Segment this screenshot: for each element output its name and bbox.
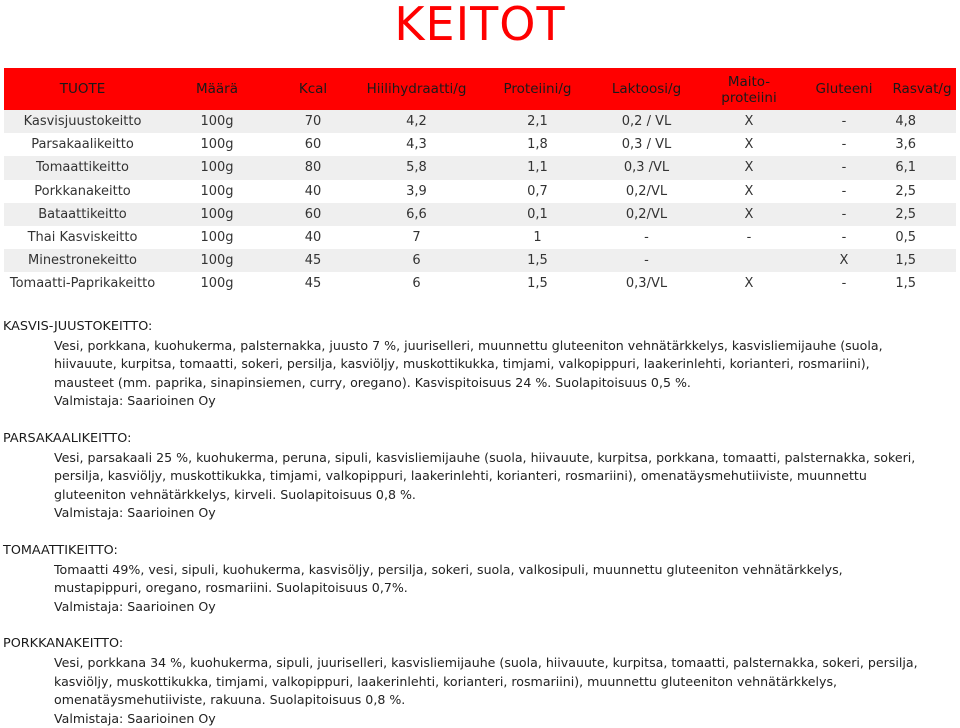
- cell-lactose: -: [595, 249, 698, 272]
- cell-amount: 100g: [161, 156, 273, 179]
- cell-product: Minestronekeitto: [4, 249, 161, 272]
- cell-protein: 1,1: [480, 156, 595, 179]
- cell-lactose: 0,2 / VL: [595, 110, 698, 133]
- cell-carbs: 5,8: [353, 156, 480, 179]
- table-header-row: [4, 68, 956, 110]
- cell-carbs: 6: [353, 249, 480, 272]
- cell-gluten: -: [800, 156, 888, 179]
- cell-amount: 100g: [161, 249, 273, 272]
- cell-kcal: 60: [273, 203, 353, 226]
- cell-kcal: 80: [273, 156, 353, 179]
- header-fat: Rasvat/g: [888, 68, 956, 110]
- ingredient-sections: [0, 318, 960, 728]
- cell-lactose: 0,3/VL: [595, 272, 698, 295]
- cell-product: Kasvisjuustokeitto: [4, 110, 161, 133]
- table-row: [4, 272, 956, 295]
- section-parsakaalikeitto: [0, 430, 960, 523]
- section-kasvis-juustokeitto: [0, 318, 960, 411]
- cell-product: Bataattikeitto: [4, 203, 161, 226]
- cell-kcal: 40: [273, 180, 353, 203]
- cell-gluten: -: [800, 226, 888, 249]
- cell-gluten: X: [800, 249, 888, 272]
- cell-amount: 100g: [161, 226, 273, 249]
- header-kcal: Kcal: [273, 68, 353, 110]
- cell-amount: 100g: [161, 180, 273, 203]
- header-amount: Määrä: [161, 68, 273, 110]
- section-title: TOMAATTIKEITTO:: [3, 542, 118, 558]
- section-tomaattikeitto: [0, 542, 960, 616]
- header-carbs: Hiilihydraatti/g: [353, 68, 480, 110]
- cell-milk-protein: -: [698, 226, 800, 249]
- cell-protein: 1: [480, 226, 595, 249]
- section-title: PORKKANAKEITTO:: [3, 636, 124, 652]
- cell-milk-protein: X: [698, 203, 800, 226]
- cell-protein: 1,8: [480, 133, 595, 156]
- header-gluten: Gluteeni: [800, 68, 888, 110]
- cell-protein: 0,7: [480, 180, 595, 203]
- cell-kcal: 60: [273, 133, 353, 156]
- cell-product: Porkkanakeitto: [4, 180, 161, 203]
- table-row: [4, 156, 956, 179]
- section-ingredients: Vesi, porkkana, kuohukerma, palsternakka, juusto 7 %, juuriselleri, muunnettu gluteeniton vehnätärkkelys, kasvisliemijauhe (suola, hiivauute, kurpitsa, tomaatti, sokeri, persilja, kasviöljy, muskottikukka, timjami, valkopippuri, laakerinlehti, korianteri, rosmariini), mausteet (mm. paprika, sinapinsiemen, curry, oregano). Kasvispitoisuus 24 %. Suolapitoisuus 0,5 %.: [54, 337, 883, 390]
- cell-lactose: 0,2/VL: [595, 180, 698, 203]
- cell-fat: 2,5: [888, 180, 956, 203]
- cell-product: Thai Kasviskeitto: [4, 226, 161, 249]
- cell-fat: 0,5: [888, 226, 956, 249]
- cell-fat: 1,5: [888, 249, 956, 272]
- cell-fat: 4,8: [888, 110, 956, 133]
- cell-protein: 2,1: [480, 110, 595, 133]
- cell-protein: 0,1: [480, 203, 595, 226]
- cell-gluten: -: [800, 203, 888, 226]
- cell-milk-protein: X: [698, 133, 800, 156]
- cell-kcal: 45: [273, 272, 353, 295]
- table-row: [4, 133, 956, 156]
- section-ingredients: Tomaatti 49%, vesi, sipuli, kuohukerma, kasvisöljy, persilja, sokeri, suola, valkosipuli, muunnettu gluteeniton vehnätärkkelys, mustapippuri, oregano, rosmariini. Suolapitoisuus 0,7%.: [54, 561, 843, 596]
- section-manufacturer: Valmistaja: Saarioinen Oy: [54, 393, 216, 409]
- cell-kcal: 45: [273, 249, 353, 272]
- cell-lactose: 0,2/VL: [595, 203, 698, 226]
- cell-amount: 100g: [161, 272, 273, 295]
- cell-carbs: 4,2: [353, 110, 480, 133]
- header-lactose: Laktoosi/g: [595, 68, 698, 110]
- cell-gluten: -: [800, 272, 888, 295]
- header-milk-protein: Maito- proteiini: [698, 68, 800, 110]
- cell-milk-protein: X: [698, 180, 800, 203]
- cell-milk-protein: X: [698, 272, 800, 295]
- cell-carbs: 6,6: [353, 203, 480, 226]
- section-manufacturer: Valmistaja: Saarioinen Oy: [54, 505, 216, 521]
- cell-lactose: 0,3 /VL: [595, 156, 698, 179]
- header-protein: Proteiini/g: [480, 68, 595, 110]
- table-row: [4, 110, 956, 133]
- section-title: KASVIS-JUUSTOKEITTO:: [3, 319, 153, 334]
- cell-kcal: 70: [273, 110, 353, 133]
- cell-protein: 1,5: [480, 272, 595, 295]
- cell-protein: 1,5: [480, 249, 595, 272]
- cell-lactose: 0,3 / VL: [595, 133, 698, 156]
- cell-product: Parsakaalikeitto: [4, 133, 161, 156]
- cell-fat: 3,6: [888, 133, 956, 156]
- cell-product: Tomaatti-Paprikakeitto: [4, 272, 161, 295]
- cell-carbs: 7: [353, 226, 480, 249]
- section-porkkanakeitto: [0, 635, 960, 728]
- cell-fat: 1,5: [888, 272, 956, 295]
- cell-gluten: -: [800, 133, 888, 156]
- header-product: TUOTE: [4, 68, 161, 110]
- nutrition-table: [4, 68, 956, 296]
- cell-fat: 2,5: [888, 203, 956, 226]
- cell-milk-protein: X: [698, 110, 800, 133]
- cell-amount: 100g: [161, 203, 273, 226]
- section-ingredients: Vesi, porkkana 34 %, kuohukerma, sipuli, juuriselleri, kasvisliemijauhe (suola, hiivauute, kurpitsa, tomaatti, palsternakka, sokeri, persilja, kasviöljy, muskottikukka, timjami, valkopippuri, laakerinlehti, korianteri, rosmariini), muunnettu gluteeniton vehnätärkkelys, omenatäysmehutiiviste, rakuuna. Suolapitoisuus 0,8 %.: [54, 654, 918, 708]
- cell-fat: 6,1: [888, 156, 956, 179]
- cell-lactose: -: [595, 226, 698, 249]
- cell-amount: 100g: [161, 110, 273, 133]
- cell-amount: 100g: [161, 133, 273, 156]
- cell-kcal: 40: [273, 226, 353, 249]
- table-row: [4, 203, 956, 226]
- cell-milk-protein: [698, 249, 800, 272]
- page-title: KEITOT: [394, 0, 566, 51]
- cell-product: Tomaattikeitto: [4, 156, 161, 179]
- cell-gluten: -: [800, 110, 888, 133]
- section-manufacturer: Valmistaja: Saarioinen Oy: [54, 598, 216, 614]
- cell-carbs: 3,9: [353, 180, 480, 203]
- table-row: [4, 249, 956, 272]
- cell-carbs: 4,3: [353, 133, 480, 156]
- table-row: [4, 226, 956, 249]
- section-ingredients: Vesi, parsakaali 25 %, kuohukerma, peruna, sipuli, kasvisliemijauhe (suola, hiivauute, kurpitsa, porkkana, tomaatti, palsternakka, sokeri, persilja, kasviöljy, muskottikukka, timjami, valkopippuri, laakerinlehti, korianteri, rosmariini), omenatäysmehutiiviste, muunnettu gluteeniton vehnätärkkelys, kirveli. Suolapitoisuus 0,8 %.: [54, 449, 916, 502]
- cell-gluten: -: [800, 180, 888, 203]
- table-row: [4, 180, 956, 203]
- section-manufacturer: Valmistaja: Saarioinen Oy: [54, 710, 216, 726]
- cell-carbs: 6: [353, 272, 480, 295]
- cell-milk-protein: X: [698, 156, 800, 179]
- section-title: PARSAKAALIKEITTO:: [3, 430, 132, 446]
